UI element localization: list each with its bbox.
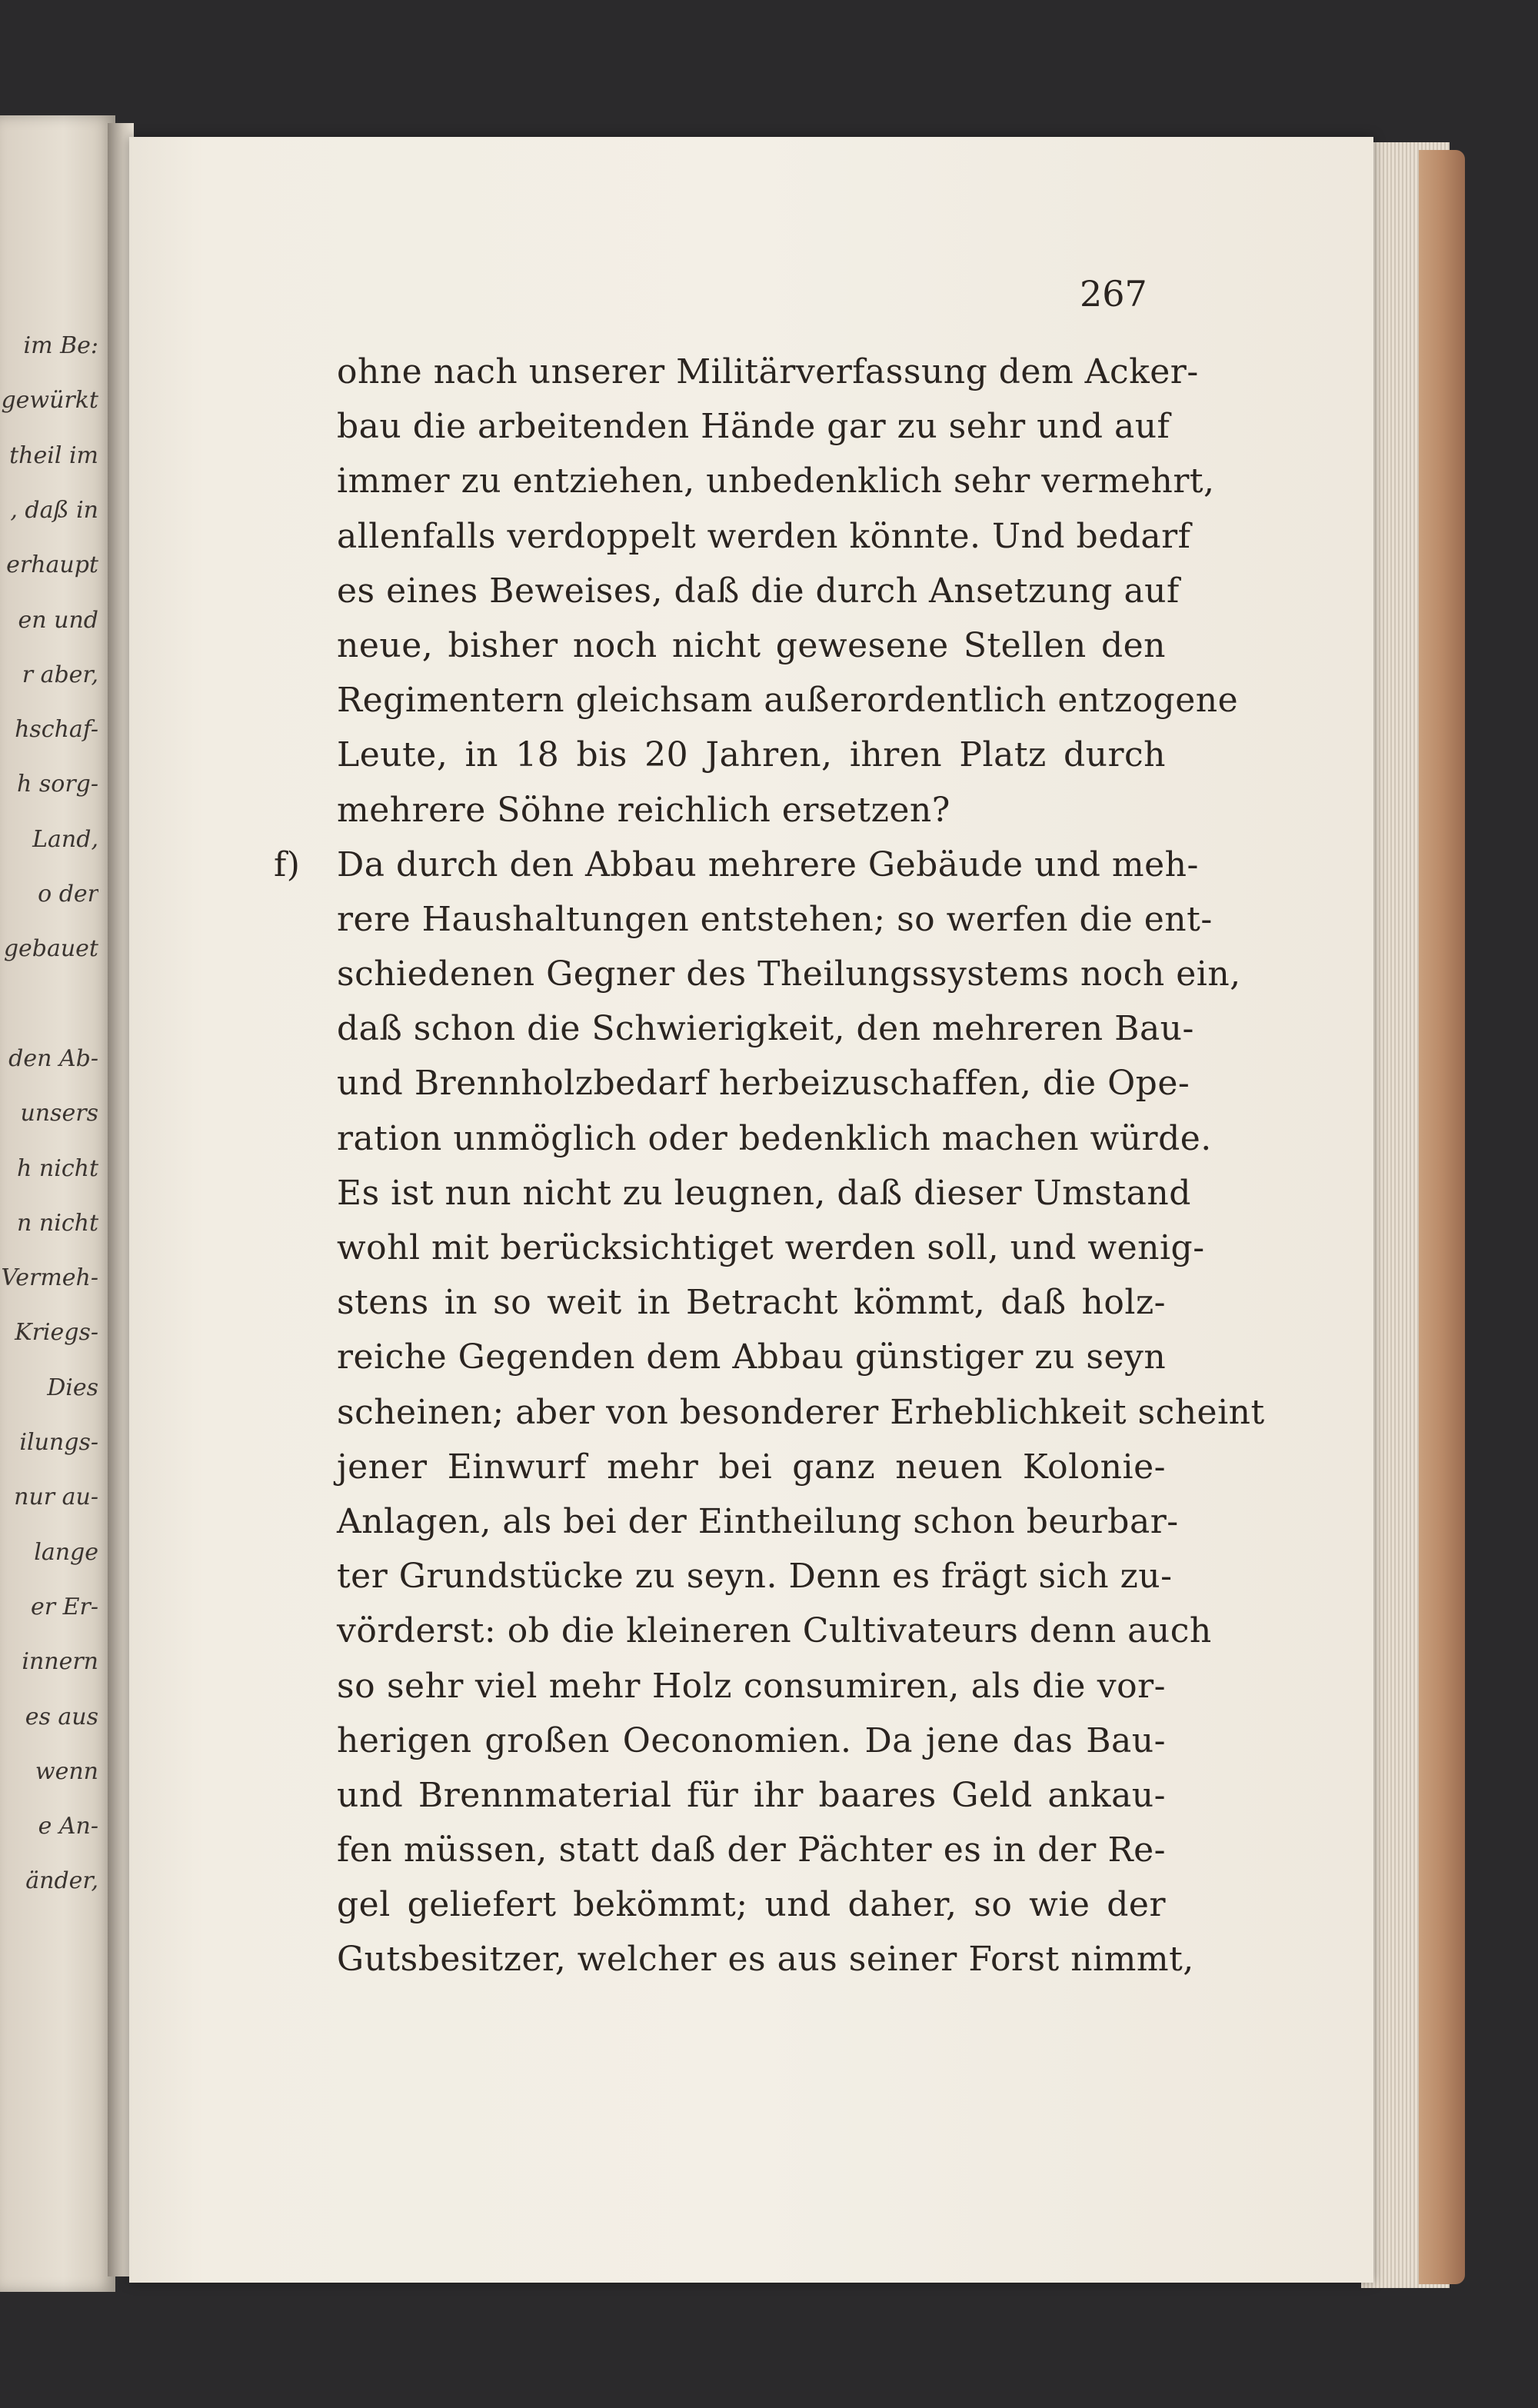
text-line-content: Es ist nun nicht zu leugnen, daß dieser Umstand [337, 1173, 1191, 1213]
book-cover-edge [1419, 150, 1465, 2284]
left-page-fragment: hschaf- [15, 716, 98, 744]
text-line [337, 399, 1170, 454]
text-line-content: und Brennmaterial für ihr baares Geld ankau- [337, 1775, 1166, 1815]
text-line-content: vörderst: ob die kleineren Cultivateurs denn auch [337, 1611, 1212, 1651]
text-line-content: rere Haushaltungen entstehen; so werfen die ent- [337, 899, 1213, 939]
text-line [337, 673, 1239, 728]
left-page-fragment: r aber, [22, 661, 98, 688]
page-text-block [274, 345, 1265, 1987]
left-page-fragment: e An- [38, 1813, 98, 1840]
text-line-content: Anlagen, als bei der Eintheilung schon beurbar- [337, 1501, 1179, 1541]
text-line [337, 1056, 1190, 1111]
text-line [337, 783, 1166, 838]
text-line [337, 454, 1215, 508]
text-line-content: ohne nach unserer Militärverfassung dem Acker- [337, 352, 1199, 391]
text-line [274, 838, 1199, 892]
text-line-content: es eines Beweises, daß die durch Ansetzung auf [337, 571, 1180, 611]
text-line-content: Gutsbesitzer, welcher es aus seiner Forst nimmt, [337, 1940, 1194, 1980]
text-line [337, 1549, 1173, 1604]
left-page-fragment: innern [22, 1648, 98, 1676]
text-line [337, 1440, 1166, 1494]
text-line [337, 509, 1191, 564]
text-line [337, 1823, 1166, 1877]
left-page-fragment: lange [34, 1538, 98, 1566]
left-page-fragment: Dies [47, 1374, 98, 1401]
left-page-fragment: änder, [25, 1867, 98, 1895]
text-line-content: und Brennholzbedarf herbeizuschaffen, die Ope- [337, 1064, 1190, 1104]
text-line [337, 1221, 1205, 1275]
text-line [337, 345, 1199, 399]
text-line-content: so sehr viel mehr Holz consumiren, als die vor- [337, 1666, 1166, 1706]
text-line-content: stens in so weit in Betracht kömmt, daß holz- [337, 1283, 1166, 1323]
left-page-fragment: en und [18, 606, 98, 634]
left-page-fragment: Kriegs- [15, 1319, 98, 1347]
text-line [337, 1659, 1166, 1714]
text-line-content: ter Grundstücke zu seyn. Denn es frägt sich zu- [337, 1557, 1173, 1597]
text-line-content: reiche Gegenden dem Abbau günstiger zu seyn [337, 1337, 1167, 1377]
text-line [337, 892, 1213, 947]
text-line-content: mehrere Söhne reichlich ersetzen? [337, 790, 950, 830]
left-page-fragment: h sorg- [17, 771, 98, 798]
text-line-content: neue, bisher noch nicht gewesene Stellen den [337, 625, 1166, 665]
left-page-fragment: den Ab- [8, 1044, 98, 1072]
left-page-fragment: er Er- [30, 1593, 98, 1620]
text-line-content: Da durch den Abbau mehrere Gebäude und meh- [337, 844, 1199, 884]
text-line-content: immer zu entziehen, unbedenklich sehr vermehrt, [337, 461, 1215, 501]
text-line-content: Regimentern gleichsam außerordentlich entzogene [337, 681, 1239, 721]
text-line-content: fen müssen, statt daß der Pächter es in der Re- [337, 1830, 1166, 1870]
text-line [337, 947, 1241, 1001]
left-page-fragment: ilungs- [19, 1429, 98, 1456]
text-line-content: Leute, in 18 bis 20 Jahren, ihren Platz durch [337, 735, 1166, 775]
left-page-fragment: gewürkt [1, 387, 98, 415]
left-page-fragment: wenn [35, 1757, 98, 1785]
text-line [337, 618, 1166, 673]
text-line [337, 1604, 1212, 1658]
text-line-content: bau die arbeitenden Hände gar zu sehr und auf [337, 407, 1170, 447]
text-line-content: herigen großen Oeconomien. Da jene das Bau- [337, 1720, 1166, 1760]
left-page-fragment: Land, [32, 825, 98, 853]
text-line-content: daß schon die Schwierigkeit, den mehreren Bau- [337, 1009, 1194, 1049]
left-page-fragment: , daß in [10, 496, 98, 524]
left-page-fragment: o der [38, 881, 98, 908]
left-page-fragment: theil im [9, 441, 98, 469]
text-line-content: scheinen; aber von besonderer Erheblichkeit scheint [337, 1392, 1265, 1432]
left-page-fragment: n nicht [17, 1209, 98, 1237]
text-line [337, 1768, 1166, 1823]
text-line-content: jener Einwurf mehr bei ganz neuen Kolonie- [337, 1447, 1166, 1487]
text-line-content: ration unmöglich oder bedenklich machen würde. [337, 1118, 1212, 1158]
left-page-fragment: erhaupt [6, 551, 98, 579]
item-marker: f) [274, 844, 301, 884]
left-page-fragment: nur au- [14, 1484, 98, 1511]
text-line [337, 1275, 1166, 1330]
page-number: 267 [1080, 273, 1147, 315]
left-page-fragment: Vermeh- [1, 1264, 98, 1292]
text-line-content: gel geliefert bekömmt; und daher, so wie der [337, 1885, 1166, 1925]
text-line [337, 1877, 1166, 1932]
text-line [337, 1111, 1212, 1166]
left-page-strip [0, 115, 115, 2292]
text-line [337, 1932, 1194, 1987]
text-line [337, 564, 1180, 618]
text-line [337, 1166, 1191, 1221]
left-page-fragment: unsers [20, 1100, 98, 1127]
text-line-content: wohl mit berücksichtiget werden soll, und wenig- [337, 1228, 1205, 1267]
left-page-fragment: im Be: [23, 332, 98, 359]
left-page-fragment: h nicht [17, 1154, 98, 1182]
text-line-content: allenfalls verdoppelt werden könnte. Und bedarf [337, 516, 1191, 556]
left-page-fragment: gebauet [3, 935, 98, 963]
text-line [337, 1494, 1179, 1549]
left-page-fragment: es aus [25, 1703, 98, 1730]
text-line [337, 1001, 1194, 1056]
text-line [337, 728, 1166, 782]
text-line [337, 1330, 1166, 1384]
text-line [337, 1714, 1166, 1768]
text-line [337, 1385, 1265, 1440]
text-line-content: schiedenen Gegner des Theilungssystems noch ein, [337, 954, 1241, 994]
